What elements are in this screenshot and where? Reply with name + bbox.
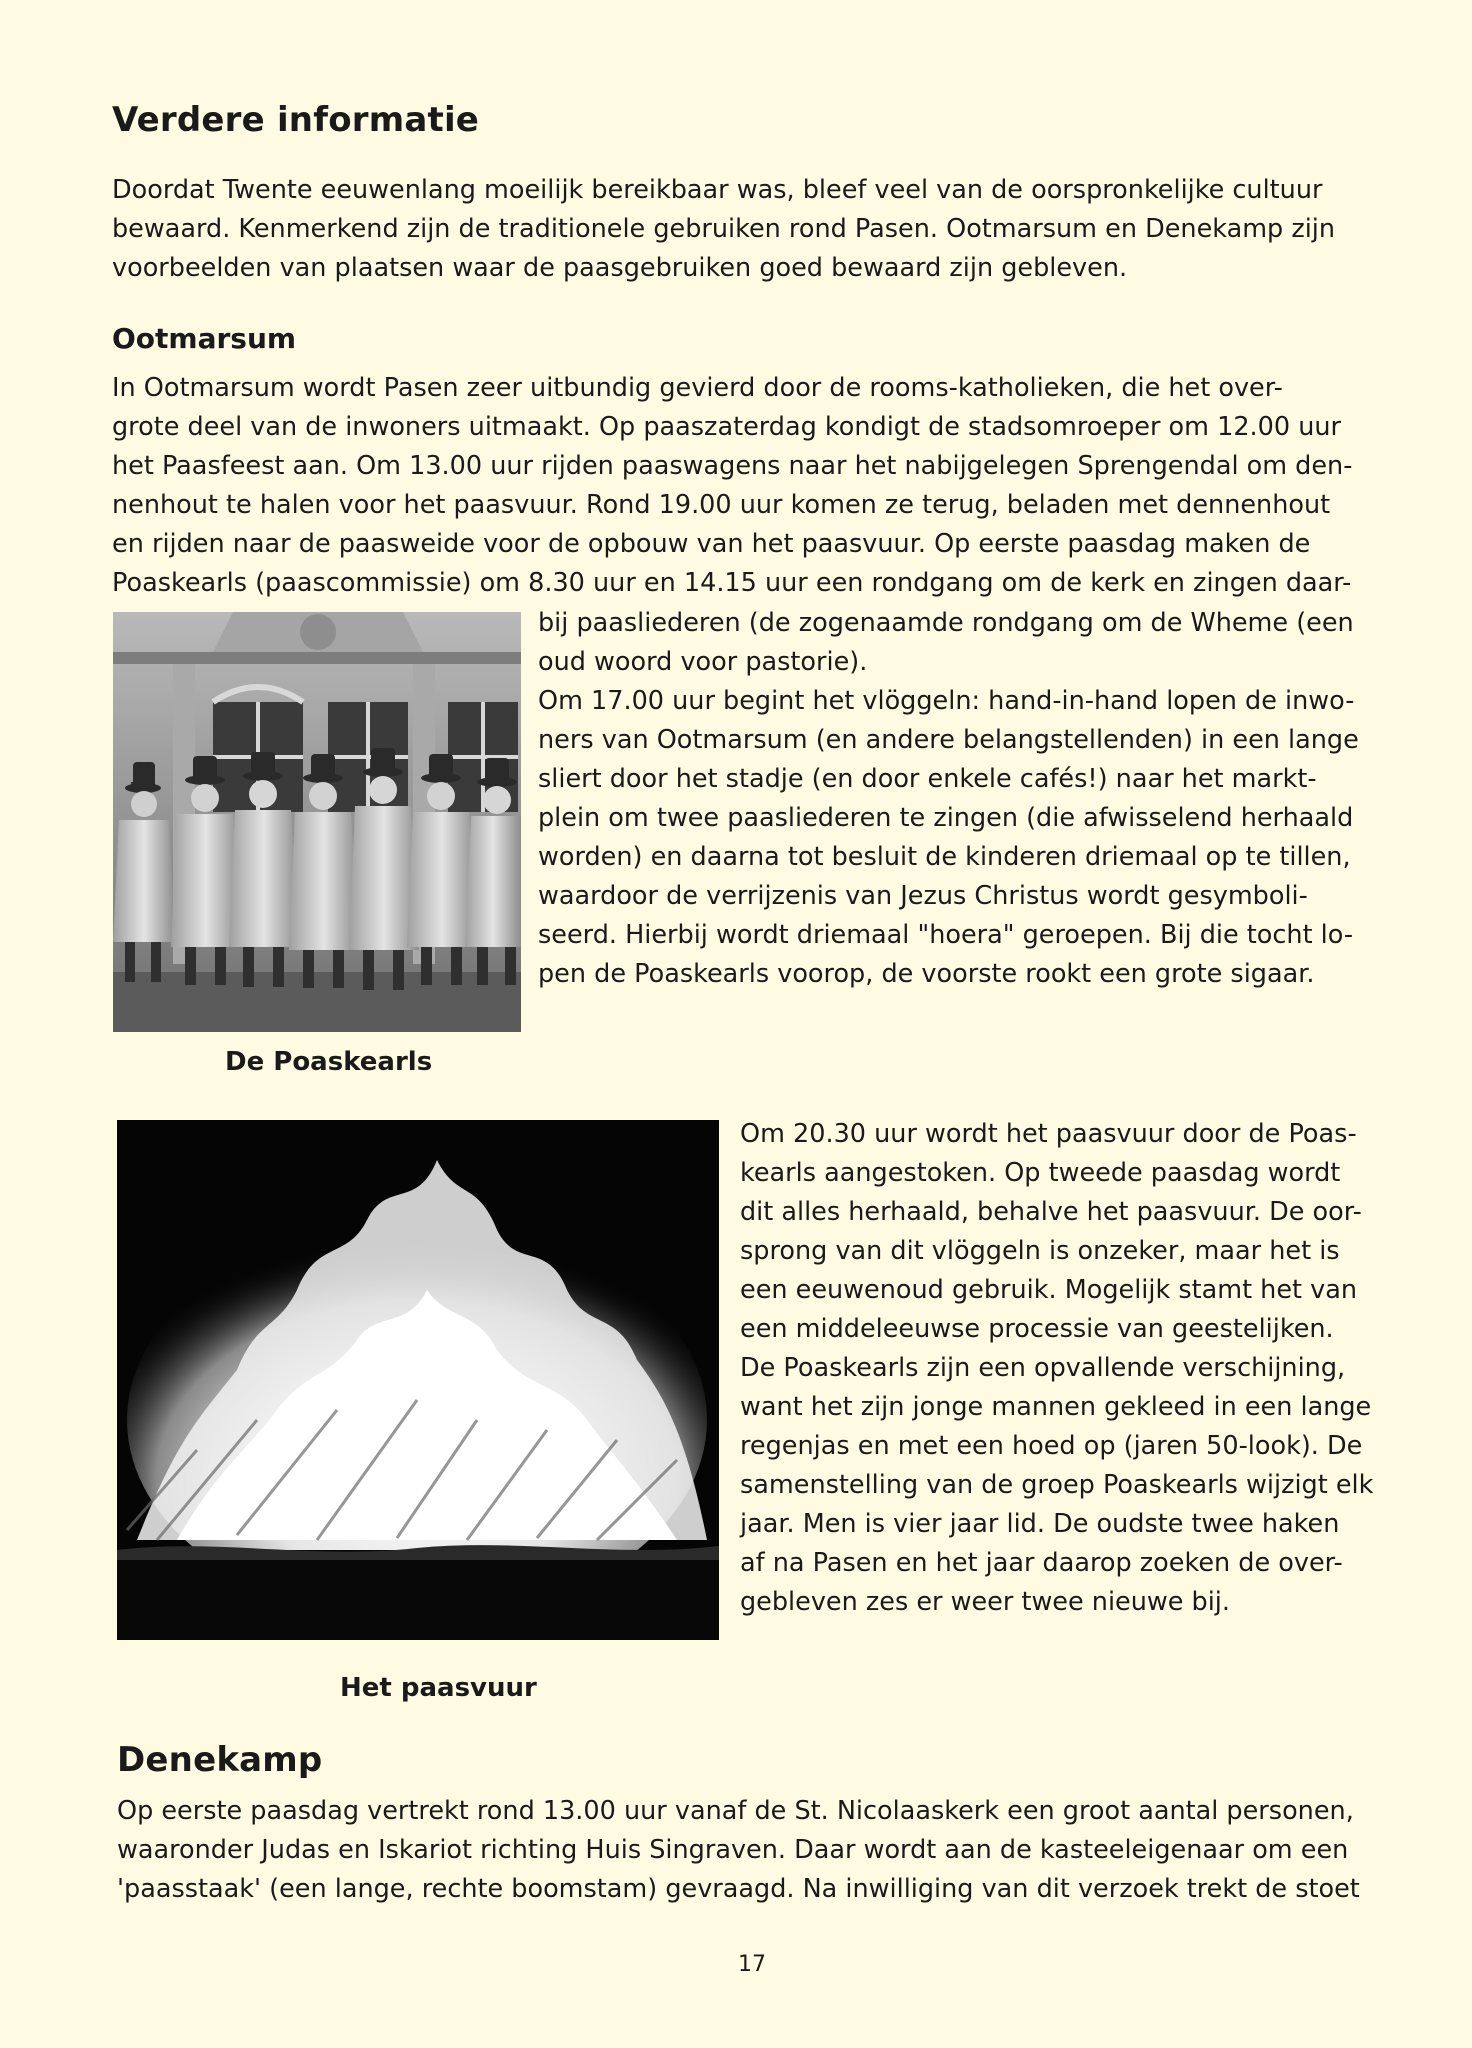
ootmarsum-side-paragraph: [538, 604, 1359, 994]
text-line: regenjas en met een hoed op (jaren 50-look). De: [740, 1431, 1363, 1461]
text-line: gebleven zes er weer twee nieuwe bij.: [740, 1587, 1230, 1617]
photo-caption-paasvuur: Het paasvuur: [340, 1673, 537, 1703]
text-line: dit alles herhaald, behalve het paasvuur. De oor-: [740, 1197, 1362, 1227]
text-line: worden) en daarna tot besluit de kinderen driemaal op te tillen,: [538, 842, 1351, 872]
page-number: 17: [738, 1952, 766, 1977]
text-line: In Ootmarsum wordt Pasen zeer uitbundig gevierd door de rooms-katholieken, die het over-: [112, 373, 1283, 403]
text-line: oud woord voor pastorie).: [538, 647, 868, 677]
text-line: bij paasliederen (de zogenaamde rondgang om de Wheme (een: [538, 608, 1354, 638]
section-heading-ootmarsum: Ootmarsum: [112, 322, 297, 355]
text-line: Op eerste paasdag vertrekt rond 13.00 uur vanaf de St. Nicolaaskerk een groot aantal personen,: [117, 1796, 1354, 1826]
text-line: grote deel van de inwoners uitmaakt. Op paaszaterdag kondigt de stadsomroeper om 12.00 uur: [112, 412, 1342, 442]
text-line: samenstelling van de groep Poaskearls wijzigt elk: [740, 1470, 1374, 1500]
text-line: af na Pasen en het jaar daarop zoeken de over-: [740, 1548, 1343, 1578]
text-line: waaronder Judas en Iskariot richting Huis Singraven. Daar wordt aan de kasteeleigenaar om een: [117, 1835, 1349, 1865]
poaskearls-photo: [113, 612, 521, 1032]
text-line: een eeuwenoud gebruik. Mogelijk stamt het van: [740, 1275, 1358, 1305]
text-line: sliert door het stadje (en door enkele cafés!) naar het markt-: [538, 764, 1317, 794]
section-heading-denekamp: Denekamp: [117, 1740, 323, 1780]
text-line: sprong van dit vlöggeln is onzeker, maar het is: [740, 1236, 1340, 1266]
paasvuur-illustration: [117, 1120, 719, 1640]
text-line: 'paasstaak' (een lange, rechte boomstam) gevraagd. Na inwilliging van dit verzoek trekt de stoet: [117, 1874, 1360, 1904]
text-line: het Paasfeest aan. Om 13.00 uur rijden paaswagens naar het nabijgelegen Sprengendal om den-: [112, 451, 1353, 481]
text-line: jaar. Men is vier jaar lid. De oudste twee haken: [740, 1509, 1340, 1539]
text-line: waardoor de verrijzenis van Jezus Christus wordt gesymboli-: [538, 881, 1308, 911]
text-line: een middeleeuwse processie van geestelijken.: [740, 1314, 1334, 1344]
paasvuur-photo: [117, 1120, 719, 1640]
photo-caption-poaskearls: De Poaskearls: [225, 1047, 433, 1077]
text-line: kearls aangestoken. Op tweede paasdag wordt: [740, 1158, 1341, 1188]
paasvuur-paragraph: [740, 1115, 1373, 1622]
text-line: bewaard. Kenmerkend zijn de traditionele gebruiken rond Pasen. Ootmarsum en Denekamp zijn: [112, 214, 1336, 244]
text-line: De Poaskearls zijn een opvallende verschijning,: [740, 1353, 1346, 1383]
text-line: seerd. Hierbij wordt driemaal "hoera" geroepen. Bij die tocht lo-: [538, 920, 1354, 950]
text-line: en rijden naar de paasweide voor de opbouw van het paasvuur. Op eerste paasdag maken de: [112, 529, 1311, 559]
text-line: want het zijn jonge mannen gekleed in een lange: [740, 1392, 1372, 1422]
section-heading-verdere-informatie: Verdere informatie: [112, 100, 480, 140]
text-line: pen de Poaskearls voorop, de voorste rookt een grote sigaar.: [538, 959, 1315, 989]
text-line: Poaskearls (paascommissie) om 8.30 uur en 14.15 uur een rondgang om de kerk en zingen daar-: [112, 568, 1352, 598]
poaskearls-illustration: [113, 612, 521, 1032]
intro-paragraph: [112, 171, 1335, 288]
text-line: plein om twee paasliederen te zingen (die afwisselend herhaald: [538, 803, 1354, 833]
denekamp-paragraph: [117, 1792, 1360, 1909]
text-line: Om 17.00 uur begint het vlöggeln: hand-in-hand lopen de inwo-: [538, 686, 1355, 716]
text-line: Om 20.30 uur wordt het paasvuur door de Poas-: [740, 1119, 1357, 1149]
ootmarsum-paragraph: [112, 369, 1352, 603]
text-line: Doordat Twente eeuwenlang moeilijk bereikbaar was, bleef veel van de oorspronkelijke cultuur: [112, 175, 1323, 205]
text-line: voorbeelden van plaatsen waar de paasgebruiken goed bewaard zijn gebleven.: [112, 253, 1128, 283]
text-line: nenhout te halen voor het paasvuur. Rond 19.00 uur komen ze terug, beladen met dennenhout: [112, 490, 1331, 520]
text-line: ners van Ootmarsum (en andere belangstellenden) in een lange: [538, 725, 1359, 755]
